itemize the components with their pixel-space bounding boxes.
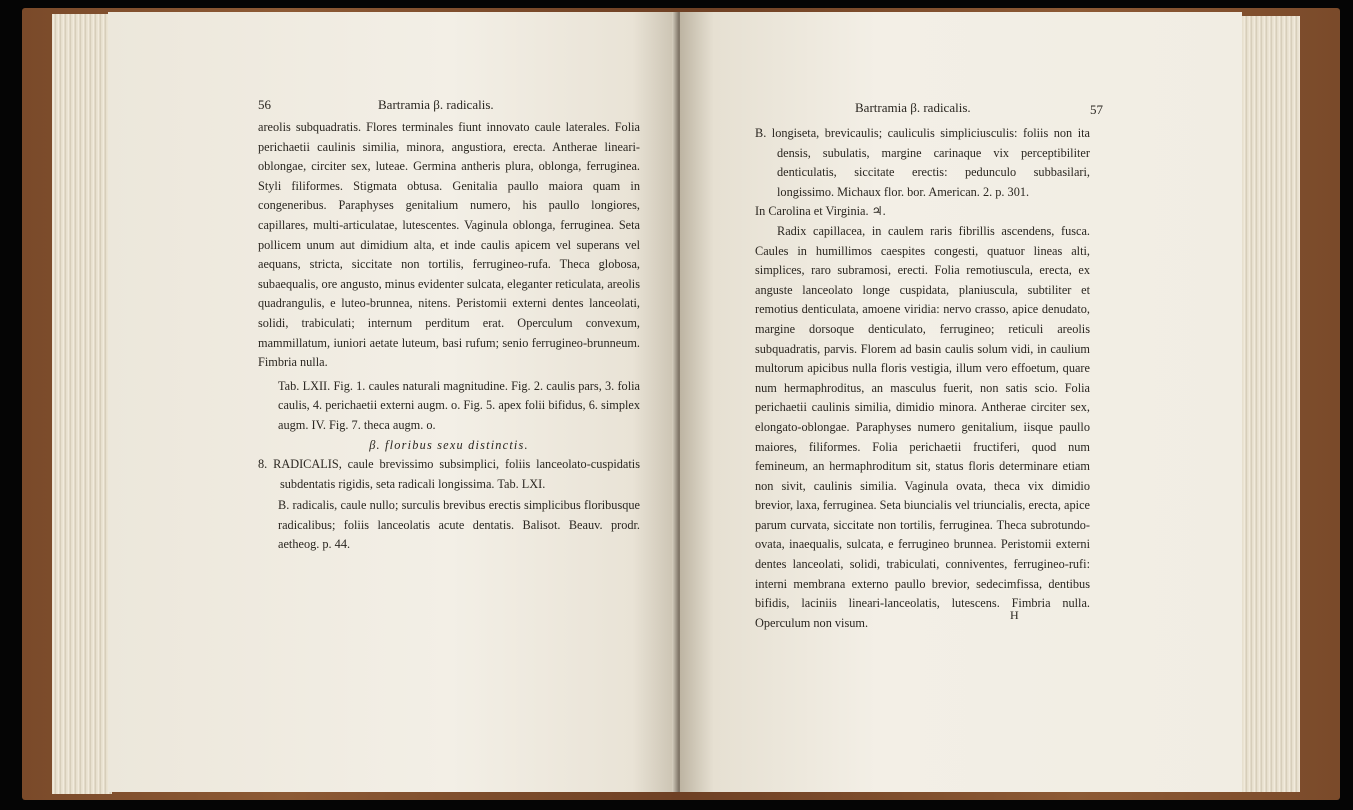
signature-mark: H [1010,608,1019,622]
habitat: In Carolina et Virginia. ♃. [755,204,886,219]
left-page [108,12,678,792]
species-entry: 8. RADICALIS, caule brevissimo subsimplici, foliis lanceolato-cuspidatis subdentatis rigidis, seta radicali longissima. Tab. LXI. [258,457,640,491]
right-page [680,12,1242,792]
left-running-head: Bartramia β. radicalis. [378,97,494,112]
page-edges-left [52,14,112,794]
right-page-number: 57 [1090,102,1103,117]
variety-entry-longiseta: B. longiseta, brevicaulis; cauliculis simpliciusculis: foliis non ita densis, subulatis, margine carinaque vix perceptibiliter denticulatis, siccitate erectis: pedunculo subbasilari, longissimo. Michaux flor. bor. American. 2. p. 301. [755,126,1090,199]
left-paragraph-1: areolis subquadratis. Flores terminales fiunt innovato caule laterales. Folia perichaetii caulinis similia, minora, angustiora, erecta. Antherae lineari-oblongae, circiter sex, luteae. Germina antheris plura, oblonga, ferruginea. Styli filiformes. Stigmata obtusa. Genitalia paullo maiora quam in congeneribus. Paraphyses genitalium numero, his paullo longiores, capillares, multi-articulatae, lutescentes. Vaginula oblonga, ferruginea. Seta pollicem unum aut dimidium alta, et inde caulis apicem vel superans vel aequans, stricta, siccitate non tortilis, ferrugineo-rufa. Theca globosa, subaequalis, ore angusto, minus evidenter sulcata, eleganter reticulata, areolis quadrangulis, e luteo-brunnea, nitens. Peristomii externi dentes lanceolati, solidi, trabiculati; internum perditum erat. Operculum convexum, mammillatum, iuniori aetate luteum, basi rufum; senio ferrugineo-brunneum. Fimbria nulla. [258,120,640,370]
section-heading: β. floribus sexu distinctis. [369,437,529,452]
right-description: Radix capillacea, in caulem raris fibrillis ascendens, fusca. Caules in humillimos caespites congesti, quatuor lineas alti, simplices, raro subramosi, erecti. Folia remotiuscula, erecta, ex anguste lanceolato longe cuspidata, planiuscula, subtiliter et remotius denticulata, amoene viridia: nervo crasso, apice denudato, margine dorsoque denticulato, ferrugineo; reticuli areolis subquadratis, parvis. Florem ad basin caulis solum vidi, in caulium multorum apicibus nulla floris vestigia, illum vero effoetum, quare num hermaphroditus, an masculus fuerit, non satis scio. Folia perichaetii caulinis similia, dimidio minora. Antherae circiter sex, elongato-oblongae. Paraphyses numero genitalium, iisque paullo maiores, filiformes. Folia perichaetii fructiferi, quod num femineum, an hermaphroditum sit, status floris determinare etiam non sivit, caulinis similia. Vaginula ovata, theca vix dimidio brevior, laxa, ferruginea. Seta biuncialis vel triuncialis, erecta, apice parum curvata, siccitate non tortilis, ferruginea. Theca subrotundo-ovata, inaequalis, sulcata, e ferrugineo brunnea. Peristomii externi dentes lanceolati, solidi, trabiculati, conniventes, ferrugineo-rufi: interni membrana externo paullo brevior, sedecimfissa, dentibus bifidis, laciniis lineari-lanceolatis, lutescens. Fimbria nulla. Operculum non visum. [755,223,1090,630]
tab-reference: Tab. LXII. Fig. 1. caules naturali magnitudine. Fig. 2. caulis pars, 3. folia caulis, 4. perichaetii externi augm. o. Fig. 5. apex folii bifidus, 6. simplex augm. IV. Fig. 7. theca augm. o. [278,378,640,432]
page-edges-right [1238,16,1300,792]
left-text-block [258,118,640,555]
variety-entry-radicalis: B. radicalis, caule nullo; surculis brevibus erectis simplicibus floribusque radicalibus; foliis lanceolatis acute dentatis. Balisot. Beauv. prodr. aetheog. p. 44. [278,498,640,552]
right-text-block [755,124,1090,633]
right-running-head: Bartramia β. radicalis. [855,100,971,115]
left-page-number: 56 [258,97,271,112]
